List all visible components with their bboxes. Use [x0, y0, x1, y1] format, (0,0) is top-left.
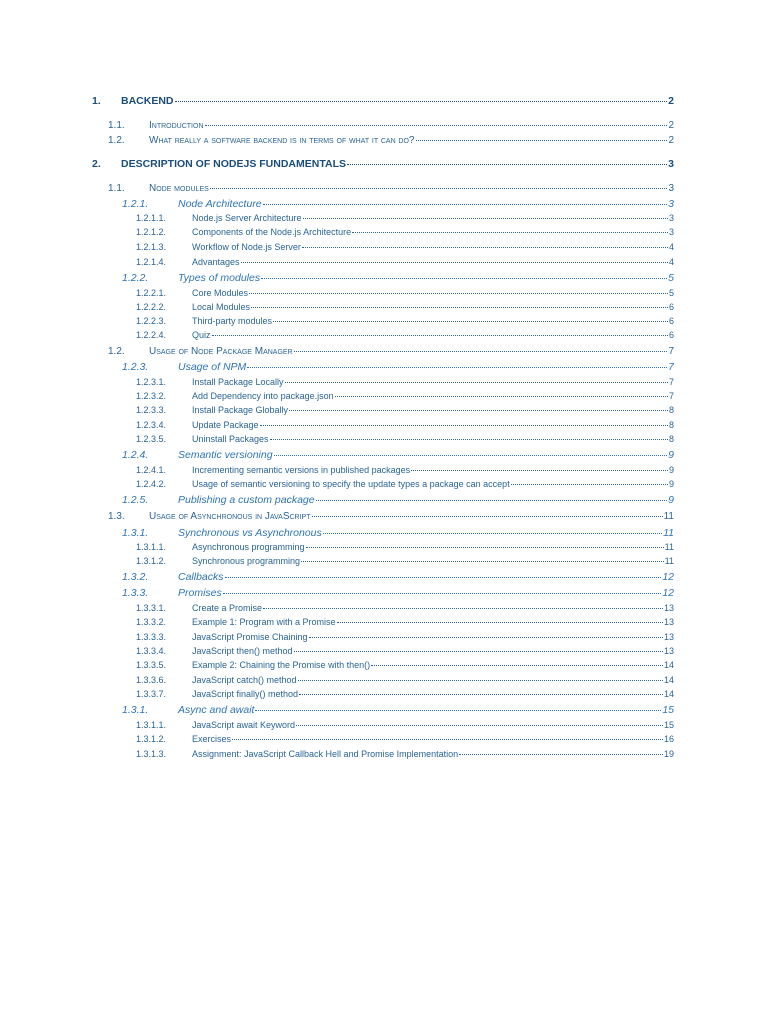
toc-entry[interactable] [108, 120, 674, 131]
toc-entry-number: 1.2.4.1. [136, 465, 167, 475]
toc-entry-page-number: 11 [663, 511, 674, 522]
toc-entry-number: 1.3.2. [122, 571, 149, 583]
toc-entry-page-number: 14 [663, 660, 674, 670]
toc-entry[interactable] [136, 617, 674, 627]
toc-entry[interactable] [136, 465, 674, 475]
toc-dot-leader [302, 246, 668, 248]
toc-entry[interactable] [122, 494, 674, 506]
toc-entry-title: Usage of Node Package Manager [149, 346, 293, 357]
toc-entry-page-number: 15 [663, 720, 674, 730]
toc-entry-number: 1.2.3.1. [136, 377, 167, 387]
toc-entry-number: 1.3.1.1. [136, 720, 167, 730]
toc-entry-page-number: 9 [668, 479, 674, 489]
toc-entry[interactable] [136, 660, 674, 670]
toc-dot-leader [299, 693, 663, 695]
toc-entry-number: 1.2.2. [122, 272, 149, 284]
toc-entry-page-number: 7 [668, 346, 674, 357]
toc-dot-leader [260, 424, 668, 426]
toc-entry-page-number: 12 [662, 587, 674, 599]
toc-entry-number: 1.3.3.3. [136, 632, 167, 642]
toc-dot-leader [255, 709, 661, 711]
toc-entry-number: 1.2.4.2. [136, 479, 167, 489]
toc-entry-title: Usage of NPM [178, 361, 247, 373]
toc-dot-leader [225, 576, 662, 578]
toc-entry-title: Core Modules [192, 288, 249, 298]
toc-entry-page-number: 3 [668, 198, 674, 210]
toc-entry-number: 1.1. [108, 183, 125, 194]
toc-dot-leader [241, 261, 668, 263]
toc-dot-leader [294, 350, 668, 352]
toc-entry-title: Usage of semantic versioning to specify the update types a package can accept [192, 479, 510, 489]
toc-entry-page-number: 13 [663, 632, 674, 642]
toc-entry-page-number: 13 [663, 603, 674, 613]
toc-entry-title: Types of modules [178, 272, 261, 284]
toc-entry-title: JavaScript finally() method [192, 689, 299, 699]
toc-entry-title: JavaScript await Keyword [192, 720, 296, 730]
toc-entry-number: 1.3.3.6. [136, 675, 167, 685]
toc-entry-page-number: 3 [668, 213, 674, 223]
toc-entry-number: 1.3.1. [122, 704, 149, 716]
toc-entry-number: 1.2.2.2. [136, 302, 167, 312]
toc-dot-leader [312, 515, 663, 517]
toc-entry-number: 1.3.1.1. [136, 542, 167, 552]
toc-entry-title: Node Architecture [178, 198, 262, 210]
toc-entry-page-number: 2 [668, 95, 674, 107]
toc-dot-leader [205, 124, 668, 126]
toc-entry[interactable] [136, 377, 674, 387]
toc-entry-number: 1.3.1.3. [136, 749, 167, 759]
toc-entry-title: Async and await [178, 704, 255, 716]
toc-entry-title: What really a software backend is in terms of what it can do? [149, 135, 415, 146]
toc-dot-leader [306, 546, 664, 548]
toc-entry-title: Advantages [192, 257, 240, 267]
toc-entry-page-number: 15 [662, 704, 674, 716]
toc-entry-page-number: 11 [664, 542, 674, 552]
toc-entry-title: Node.js Server Architecture [192, 213, 302, 223]
toc-entry-title: Publishing a custom package [178, 494, 315, 506]
toc-entry-title: JavaScript then() method [192, 646, 293, 656]
toc-entry-number: 1.2.3.4. [136, 420, 167, 430]
toc-entry[interactable] [136, 675, 674, 685]
toc-entry-title: Usage of Asynchronous in JavaScript [149, 511, 311, 522]
toc-dot-leader [263, 203, 668, 205]
toc-entry-title: Example 1: Program with a Promise [192, 617, 336, 627]
toc-entry-title: DESCRIPTION OF NODEJS FUNDAMENTALS [121, 158, 346, 170]
toc-entry[interactable] [108, 183, 674, 194]
toc-entry[interactable] [136, 556, 674, 566]
toc-entry-number: 1.2.3.3. [136, 405, 167, 415]
toc-entry[interactable] [136, 213, 674, 223]
toc-entry-title: Node modules [149, 183, 209, 194]
toc-dot-leader [337, 621, 663, 623]
toc-entry-title: Workflow of Node.js Server [192, 242, 301, 252]
toc-entry-title: Update Package [192, 420, 259, 430]
toc-entry-page-number: 7 [668, 361, 674, 373]
toc-dot-leader [251, 306, 668, 308]
toc-entry-title: Third-party modules [192, 316, 273, 326]
toc-entry-page-number: 6 [668, 302, 674, 312]
toc-entry[interactable] [136, 405, 674, 415]
toc-entry-page-number: 14 [663, 689, 674, 699]
toc-entry[interactable] [108, 346, 674, 357]
toc-entry-page-number: 2 [668, 120, 674, 131]
toc-entry-page-number: 4 [668, 257, 674, 267]
toc-dot-leader [261, 277, 667, 279]
toc-entry[interactable] [122, 704, 674, 716]
toc-entry-number: 1.2.2.4. [136, 330, 167, 340]
toc-entry-page-number: 7 [668, 391, 674, 401]
toc-entry[interactable] [136, 242, 674, 252]
toc-entry-number: 1.2.1.4. [136, 257, 167, 267]
toc-entry-number: 1.3.3.5. [136, 660, 167, 670]
toc-entry[interactable] [136, 227, 674, 237]
toc-dot-leader [352, 231, 668, 233]
toc-dot-leader [270, 438, 668, 440]
toc-entry-title: Promises [178, 587, 222, 599]
toc-dot-leader [210, 187, 668, 189]
toc-entry-page-number: 3 [668, 183, 674, 194]
toc-entry-page-number: 4 [668, 242, 674, 252]
toc-entry[interactable] [136, 632, 674, 642]
toc-entry-page-number: 9 [668, 449, 674, 461]
toc-entry-title: Semantic versioning [178, 449, 273, 461]
toc-entry-page-number: 8 [668, 434, 674, 444]
toc-entry-number: 1.3.3. [122, 587, 149, 599]
toc-entry-title: Exercises [192, 734, 232, 744]
toc-entry-page-number: 3 [668, 158, 674, 170]
toc-entry-number: 1.3.3.2. [136, 617, 167, 627]
toc-dot-leader [459, 753, 663, 755]
toc-entry[interactable] [122, 527, 674, 539]
toc-entry[interactable] [92, 158, 674, 170]
toc-entry[interactable] [136, 603, 674, 613]
toc-entry[interactable] [136, 646, 674, 656]
toc-dot-leader [416, 139, 668, 141]
toc-dot-leader [309, 636, 663, 638]
toc-entry-number: 1.3.1.2. [136, 556, 167, 566]
toc-entry[interactable] [136, 720, 674, 730]
toc-entry-title: Components of the Node.js Architecture [192, 227, 352, 237]
toc-entry[interactable] [136, 434, 674, 444]
toc-dot-leader [301, 560, 664, 562]
toc-entry-page-number: 5 [668, 272, 674, 284]
toc-entry-number: 1.2.5. [122, 494, 149, 506]
toc-entry-page-number: 11 [664, 556, 674, 566]
toc-dot-leader [347, 163, 667, 165]
toc-entry-number: 1.3.1. [122, 527, 149, 539]
toc-dot-leader [212, 334, 668, 336]
toc-entry-title: Incrementing semantic versions in published packages [192, 465, 411, 475]
toc-entry[interactable] [136, 288, 674, 298]
toc-entry-number: 1.2. [108, 346, 125, 357]
toc-entry-title: Install Package Globally [192, 405, 289, 415]
toc-dot-leader [223, 592, 662, 594]
toc-entry-number: 1.3.3.1. [136, 603, 167, 613]
toc-dot-leader [303, 217, 668, 219]
toc-entry-number: 1.2.1. [122, 198, 149, 210]
toc-entry[interactable] [136, 542, 674, 552]
toc-entry-page-number: 13 [663, 646, 674, 656]
toc-entry-page-number: 6 [668, 330, 674, 340]
toc-dot-leader [294, 650, 663, 652]
toc-entry-page-number: 14 [663, 675, 674, 685]
toc-entry[interactable] [136, 257, 674, 267]
toc-dot-leader [298, 679, 663, 681]
toc-entry-page-number: 5 [668, 288, 674, 298]
toc-entry[interactable] [136, 302, 674, 312]
toc-entry-page-number: 8 [668, 420, 674, 430]
toc-entry-page-number: 13 [663, 617, 674, 627]
toc-entry[interactable] [136, 420, 674, 430]
toc-entry-page-number: 2 [668, 135, 674, 146]
toc-entry-number: 1.2.4. [122, 449, 149, 461]
toc-entry-number: 1. [92, 95, 101, 107]
toc-entry[interactable] [136, 391, 674, 401]
toc-entry-number: 1.2.3.5. [136, 434, 167, 444]
toc-entry-title: Synchronous vs Asynchronous [178, 527, 322, 539]
toc-entry-title: Quiz [192, 330, 211, 340]
toc-entry-number: 1.3.1.2. [136, 734, 167, 744]
toc-entry[interactable] [122, 198, 674, 210]
toc-dot-leader [247, 366, 667, 368]
toc-entry[interactable] [92, 95, 674, 107]
toc-entry[interactable] [136, 749, 674, 759]
toc-entry[interactable] [136, 689, 674, 699]
toc-entry-number: 1.2.1.3. [136, 242, 167, 252]
toc-entry[interactable] [136, 330, 674, 340]
toc-entry-title: Local Modules [192, 302, 251, 312]
toc-dot-leader [316, 499, 668, 501]
toc-dot-leader [273, 320, 668, 322]
toc-entry-page-number: 6 [668, 316, 674, 326]
toc-dot-leader [323, 532, 662, 534]
toc-entry-number: 1.2. [108, 135, 125, 146]
toc-entry-title: Example 2: Chaining the Promise with then() [192, 660, 371, 670]
toc-entry-page-number: 8 [668, 405, 674, 415]
toc-entry-title: Uninstall Packages [192, 434, 269, 444]
toc-dot-leader [232, 738, 663, 740]
toc-entry[interactable] [136, 734, 674, 744]
toc-entry-title: Add Dependency into package.json [192, 391, 334, 401]
toc-entry-page-number: 7 [668, 377, 674, 387]
toc-dot-leader [263, 607, 663, 609]
toc-entry-number: 1.1. [108, 120, 125, 131]
toc-entry-page-number: 11 [663, 527, 674, 539]
toc-entry-page-number: 9 [668, 465, 674, 475]
toc-entry-number: 1.2.2.3. [136, 316, 167, 326]
toc-entry[interactable] [136, 316, 674, 326]
toc-entry-title: JavaScript Promise Chaining [192, 632, 308, 642]
toc-entry-number: 1.2.1.1. [136, 213, 167, 223]
toc-entry-number: 1.2.1.2. [136, 227, 167, 237]
toc-entry-title: JavaScript catch() method [192, 675, 297, 685]
toc-entry-title: BACKEND [121, 95, 174, 107]
toc-entry-number: 1.2.3. [122, 361, 149, 373]
toc-entry[interactable] [122, 587, 674, 599]
toc-entry-title: Synchronous programming [192, 556, 301, 566]
toc-entry-title: Install Package Locally [192, 377, 284, 387]
toc-entry[interactable] [122, 361, 674, 373]
toc-entry[interactable] [108, 135, 674, 146]
toc-entry[interactable] [136, 479, 674, 489]
toc-entry-number: 1.2.3.2. [136, 391, 167, 401]
toc-entry-title: Callbacks [178, 571, 224, 583]
toc-entry[interactable] [122, 571, 674, 583]
toc-dot-leader [371, 664, 663, 666]
toc-entry-page-number: 3 [668, 227, 674, 237]
toc-entry[interactable] [122, 449, 674, 461]
toc-entry-number: 1.3.3.7. [136, 689, 167, 699]
toc-entry-number: 1.3.3.4. [136, 646, 167, 656]
toc-dot-leader [249, 292, 668, 294]
toc-dot-leader [296, 724, 663, 726]
toc-entry-page-number: 9 [668, 494, 674, 506]
toc-entry-page-number: 19 [663, 749, 674, 759]
toc-entry-number: 1.2.2.1. [136, 288, 167, 298]
toc-entry[interactable] [108, 511, 674, 522]
toc-entry[interactable] [122, 272, 674, 284]
toc-entry-title: Create a Promise [192, 603, 263, 613]
toc-entry-page-number: 12 [662, 571, 674, 583]
toc-dot-leader [335, 395, 668, 397]
toc-entry-number: 2. [92, 158, 101, 170]
toc-dot-leader [274, 454, 668, 456]
toc-entry-title: Assignment: JavaScript Callback Hell and Promise Implementation [192, 749, 459, 759]
toc-dot-leader [175, 100, 668, 102]
toc-dot-leader [411, 469, 668, 471]
toc-entry-number: 1.3. [108, 511, 125, 522]
toc-entry-title: Introduction [149, 120, 204, 131]
toc-dot-leader [289, 409, 668, 411]
toc-dot-leader [511, 483, 668, 485]
toc-entry-title: Asynchronous programming [192, 542, 305, 552]
toc-dot-leader [285, 381, 668, 383]
toc-entry-page-number: 16 [663, 734, 674, 744]
